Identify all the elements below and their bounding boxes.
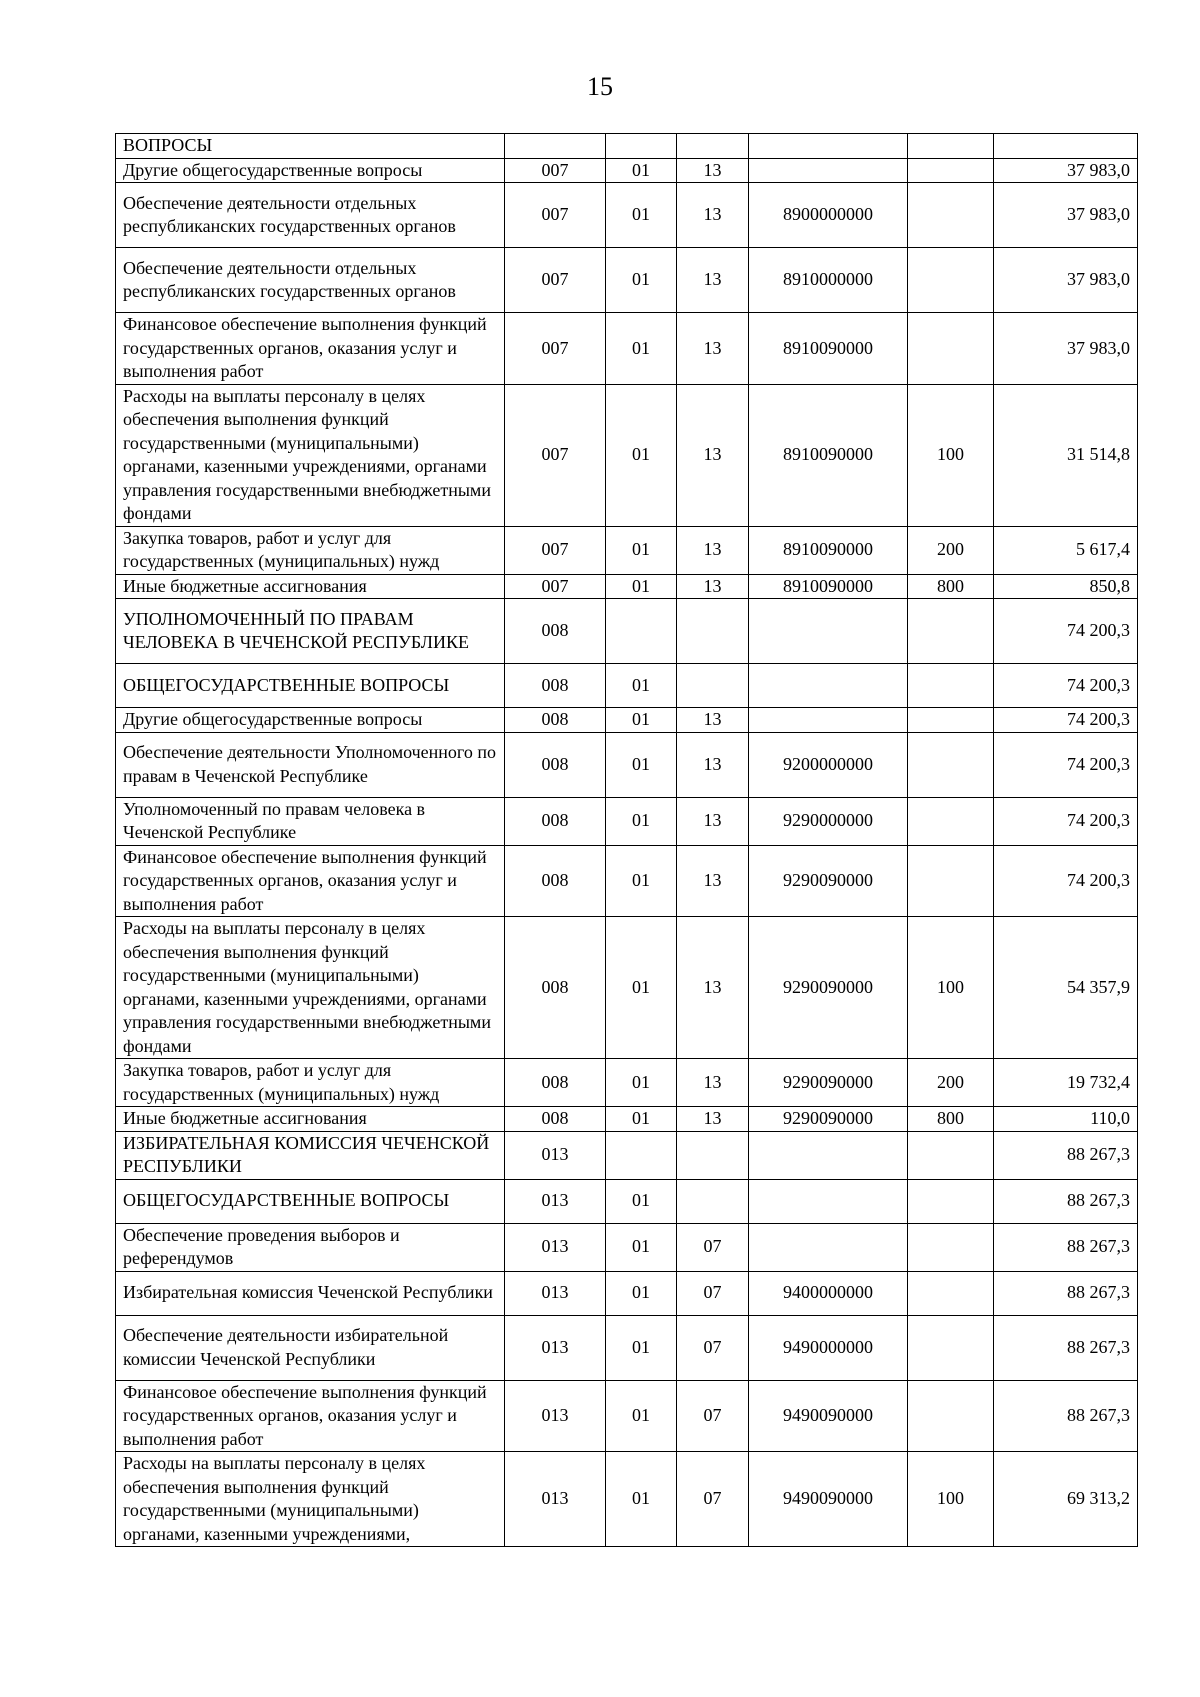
row-name: УПОЛНОМОЧЕННЫЙ ПО ПРАВАМ ЧЕЛОВЕКА В ЧЕЧЕНСКОЙ РЕСПУБЛИКЕ <box>116 599 505 664</box>
row-name: ВОПРОСЫ <box>116 134 505 159</box>
row-ved-code: 007 <box>505 183 606 248</box>
row-name: Уполномоченный по правам человека в Чеченской Республике <box>116 797 505 845</box>
table-row <box>116 1315 1138 1380</box>
row-ved-code: 008 <box>505 1059 606 1107</box>
row-target-article-code <box>749 134 908 159</box>
row-target-article-code: 9490090000 <box>749 1452 908 1547</box>
table-row <box>116 664 1138 708</box>
row-expense-type-code <box>908 1271 994 1315</box>
row-subsection-code: 13 <box>677 1059 749 1107</box>
row-expense-type-code <box>908 708 994 733</box>
row-ved-code: 008 <box>505 845 606 917</box>
table-row <box>116 1452 1138 1547</box>
row-name: Избирательная комиссия Чеченской Республики <box>116 1271 505 1315</box>
table-row <box>116 845 1138 917</box>
budget-table-body <box>116 134 1138 1547</box>
budget-table <box>115 133 1138 1547</box>
row-name: ОБЩЕГОСУДАРСТВЕННЫЕ ВОПРОСЫ <box>116 1179 505 1223</box>
table-row <box>116 183 1138 248</box>
row-target-article-code: 8910090000 <box>749 384 908 526</box>
row-expense-type-code <box>908 599 994 664</box>
row-section-code: 01 <box>606 1107 677 1132</box>
row-amount: 110,0 <box>994 1107 1138 1132</box>
table-row <box>116 134 1138 159</box>
row-target-article-code <box>749 158 908 183</box>
row-ved-code: 013 <box>505 1179 606 1223</box>
row-amount: 74 200,3 <box>994 708 1138 733</box>
row-subsection-code: 13 <box>677 248 749 313</box>
row-amount: 54 357,9 <box>994 917 1138 1059</box>
row-ved-code: 008 <box>505 1107 606 1132</box>
row-expense-type-code <box>908 1223 994 1271</box>
row-name: Финансовое обеспечение выполнения функций государственных органов, оказания услуг и выполнения работ <box>116 845 505 917</box>
table-row <box>116 1179 1138 1223</box>
row-expense-type-code: 800 <box>908 1107 994 1132</box>
table-row <box>116 574 1138 599</box>
row-ved-code: 013 <box>505 1380 606 1452</box>
row-subsection-code: 13 <box>677 183 749 248</box>
row-subsection-code: 13 <box>677 708 749 733</box>
row-ved-code <box>505 134 606 159</box>
row-section-code: 01 <box>606 797 677 845</box>
row-amount: 37 983,0 <box>994 183 1138 248</box>
row-subsection-code: 13 <box>677 732 749 797</box>
row-name: ИЗБИРАТЕЛЬНАЯ КОМИССИЯ ЧЕЧЕНСКОЙ РЕСПУБЛИКИ <box>116 1131 505 1179</box>
row-subsection-code: 13 <box>677 574 749 599</box>
row-expense-type-code <box>908 797 994 845</box>
row-amount: 88 267,3 <box>994 1380 1138 1452</box>
row-expense-type-code <box>908 732 994 797</box>
row-ved-code: 013 <box>505 1315 606 1380</box>
row-section-code: 01 <box>606 574 677 599</box>
row-name: Иные бюджетные ассигнования <box>116 574 505 599</box>
row-target-article-code: 9290090000 <box>749 917 908 1059</box>
row-ved-code: 008 <box>505 797 606 845</box>
row-expense-type-code <box>908 248 994 313</box>
row-ved-code: 007 <box>505 313 606 385</box>
row-amount: 88 267,3 <box>994 1131 1138 1179</box>
row-name: Расходы на выплаты персоналу в целях обеспечения выполнения функций государственными (муниципальными) органами, казенными учреждениями, органами управления государственными внебюджетными фондами <box>116 917 505 1059</box>
row-target-article-code: 9290090000 <box>749 1107 908 1132</box>
row-name: Закупка товаров, работ и услуг для государственных (муниципальных) нужд <box>116 1059 505 1107</box>
row-amount: 19 732,4 <box>994 1059 1138 1107</box>
row-target-article-code: 8910090000 <box>749 313 908 385</box>
row-section-code: 01 <box>606 526 677 574</box>
row-section-code <box>606 599 677 664</box>
row-section-code: 01 <box>606 158 677 183</box>
row-subsection-code <box>677 134 749 159</box>
row-target-article-code: 9290090000 <box>749 845 908 917</box>
row-ved-code: 008 <box>505 732 606 797</box>
row-target-article-code: 9290000000 <box>749 797 908 845</box>
row-section-code: 01 <box>606 1380 677 1452</box>
row-amount: 88 267,3 <box>994 1223 1138 1271</box>
row-amount: 88 267,3 <box>994 1179 1138 1223</box>
row-section-code: 01 <box>606 664 677 708</box>
row-ved-code: 007 <box>505 158 606 183</box>
row-ved-code: 013 <box>505 1131 606 1179</box>
table-row <box>116 1107 1138 1132</box>
row-target-article-code: 8910090000 <box>749 526 908 574</box>
row-target-article-code: 9490090000 <box>749 1380 908 1452</box>
row-subsection-code <box>677 599 749 664</box>
row-name: Обеспечение деятельности Уполномоченного по правам в Чеченской Республике <box>116 732 505 797</box>
row-subsection-code: 07 <box>677 1223 749 1271</box>
row-subsection-code: 07 <box>677 1452 749 1547</box>
row-name: Обеспечение деятельности избирательной комиссии Чеченской Республики <box>116 1315 505 1380</box>
row-section-code: 01 <box>606 248 677 313</box>
row-subsection-code: 13 <box>677 845 749 917</box>
row-expense-type-code <box>908 134 994 159</box>
row-section-code: 01 <box>606 1179 677 1223</box>
table-row <box>116 599 1138 664</box>
row-name: ОБЩЕГОСУДАРСТВЕННЫЕ ВОПРОСЫ <box>116 664 505 708</box>
row-name: Расходы на выплаты персоналу в целях обеспечения выполнения функций государственными (муниципальными) органами, казенными учреждениями, органами управления государственными внебюджетными фондами <box>116 384 505 526</box>
row-target-article-code <box>749 1179 908 1223</box>
table-row <box>116 313 1138 385</box>
row-ved-code: 013 <box>505 1271 606 1315</box>
row-subsection-code: 07 <box>677 1380 749 1452</box>
row-name: Другие общегосударственные вопросы <box>116 708 505 733</box>
row-ved-code: 007 <box>505 248 606 313</box>
row-section-code: 01 <box>606 917 677 1059</box>
table-row <box>116 708 1138 733</box>
page-number: 15 <box>587 72 613 101</box>
row-name: Финансовое обеспечение выполнения функций государственных органов, оказания услуг и выполнения работ <box>116 1380 505 1452</box>
row-subsection-code <box>677 1179 749 1223</box>
row-target-article-code: 8910000000 <box>749 248 908 313</box>
row-amount: 88 267,3 <box>994 1271 1138 1315</box>
table-row <box>116 384 1138 526</box>
row-amount: 37 983,0 <box>994 313 1138 385</box>
row-name: Закупка товаров, работ и услуг для государственных (муниципальных) нужд <box>116 526 505 574</box>
row-target-article-code <box>749 1223 908 1271</box>
row-amount: 74 200,3 <box>994 664 1138 708</box>
row-expense-type-code: 100 <box>908 1452 994 1547</box>
row-subsection-code <box>677 1131 749 1179</box>
row-target-article-code: 9490000000 <box>749 1315 908 1380</box>
row-ved-code: 007 <box>505 384 606 526</box>
row-expense-type-code <box>908 313 994 385</box>
row-name: Финансовое обеспечение выполнения функций государственных органов, оказания услуг и выполнения работ <box>116 313 505 385</box>
row-amount: 74 200,3 <box>994 845 1138 917</box>
row-target-article-code <box>749 708 908 733</box>
row-subsection-code: 07 <box>677 1315 749 1380</box>
row-section-code: 01 <box>606 1452 677 1547</box>
row-section-code: 01 <box>606 845 677 917</box>
table-row <box>116 158 1138 183</box>
row-amount: 37 983,0 <box>994 158 1138 183</box>
table-row <box>116 1131 1138 1179</box>
row-name: Обеспечение деятельности отдельных республиканских государственных органов <box>116 248 505 313</box>
row-amount: 74 200,3 <box>994 599 1138 664</box>
row-name: Обеспечение деятельности отдельных республиканских государственных органов <box>116 183 505 248</box>
row-subsection-code: 13 <box>677 384 749 526</box>
row-name: Расходы на выплаты персоналу в целях обеспечения выполнения функций государственными (муниципальными) органами, казенными учреждениями, <box>116 1452 505 1547</box>
row-expense-type-code <box>908 158 994 183</box>
row-ved-code: 007 <box>505 574 606 599</box>
row-expense-type-code <box>908 845 994 917</box>
row-target-article-code: 9290090000 <box>749 1059 908 1107</box>
row-expense-type-code: 100 <box>908 384 994 526</box>
row-expense-type-code <box>908 664 994 708</box>
row-target-article-code: 9200000000 <box>749 732 908 797</box>
table-row <box>116 526 1138 574</box>
row-section-code: 01 <box>606 732 677 797</box>
row-target-article-code: 9400000000 <box>749 1271 908 1315</box>
row-subsection-code: 13 <box>677 526 749 574</box>
row-expense-type-code: 800 <box>908 574 994 599</box>
row-amount: 37 983,0 <box>994 248 1138 313</box>
row-ved-code: 008 <box>505 599 606 664</box>
row-section-code: 01 <box>606 183 677 248</box>
row-expense-type-code <box>908 1380 994 1452</box>
row-subsection-code: 13 <box>677 313 749 385</box>
row-target-article-code <box>749 1131 908 1179</box>
row-section-code: 01 <box>606 384 677 526</box>
row-section-code: 01 <box>606 708 677 733</box>
row-name: Другие общегосударственные вопросы <box>116 158 505 183</box>
row-section-code: 01 <box>606 1271 677 1315</box>
row-subsection-code <box>677 664 749 708</box>
row-section-code <box>606 134 677 159</box>
row-subsection-code: 13 <box>677 1107 749 1132</box>
row-subsection-code: 13 <box>677 158 749 183</box>
row-expense-type-code <box>908 1131 994 1179</box>
row-ved-code: 013 <box>505 1452 606 1547</box>
row-amount: 5 617,4 <box>994 526 1138 574</box>
row-ved-code: 007 <box>505 526 606 574</box>
row-target-article-code <box>749 599 908 664</box>
row-expense-type-code <box>908 1315 994 1380</box>
row-amount <box>994 134 1138 159</box>
table-row <box>116 1059 1138 1107</box>
table-row <box>116 1380 1138 1452</box>
row-section-code: 01 <box>606 313 677 385</box>
row-ved-code: 008 <box>505 708 606 733</box>
table-row <box>116 797 1138 845</box>
row-ved-code: 008 <box>505 664 606 708</box>
row-amount: 88 267,3 <box>994 1315 1138 1380</box>
row-subsection-code: 07 <box>677 1271 749 1315</box>
row-expense-type-code: 200 <box>908 1059 994 1107</box>
row-expense-type-code <box>908 183 994 248</box>
row-expense-type-code <box>908 1179 994 1223</box>
row-amount: 31 514,8 <box>994 384 1138 526</box>
table-row <box>116 248 1138 313</box>
row-amount: 850,8 <box>994 574 1138 599</box>
row-subsection-code: 13 <box>677 917 749 1059</box>
row-name: Обеспечение проведения выборов и референдумов <box>116 1223 505 1271</box>
row-target-article-code <box>749 664 908 708</box>
row-ved-code: 013 <box>505 1223 606 1271</box>
table-row <box>116 1223 1138 1271</box>
row-section-code: 01 <box>606 1059 677 1107</box>
row-section-code <box>606 1131 677 1179</box>
row-target-article-code: 8910090000 <box>749 574 908 599</box>
row-ved-code: 008 <box>505 917 606 1059</box>
table-row <box>116 917 1138 1059</box>
row-target-article-code: 8900000000 <box>749 183 908 248</box>
row-section-code: 01 <box>606 1315 677 1380</box>
row-amount: 74 200,3 <box>994 797 1138 845</box>
row-section-code: 01 <box>606 1223 677 1271</box>
row-expense-type-code: 100 <box>908 917 994 1059</box>
row-expense-type-code: 200 <box>908 526 994 574</box>
row-subsection-code: 13 <box>677 797 749 845</box>
table-row <box>116 1271 1138 1315</box>
row-name: Иные бюджетные ассигнования <box>116 1107 505 1132</box>
row-amount: 69 313,2 <box>994 1452 1138 1547</box>
table-row <box>116 732 1138 797</box>
row-amount: 74 200,3 <box>994 732 1138 797</box>
